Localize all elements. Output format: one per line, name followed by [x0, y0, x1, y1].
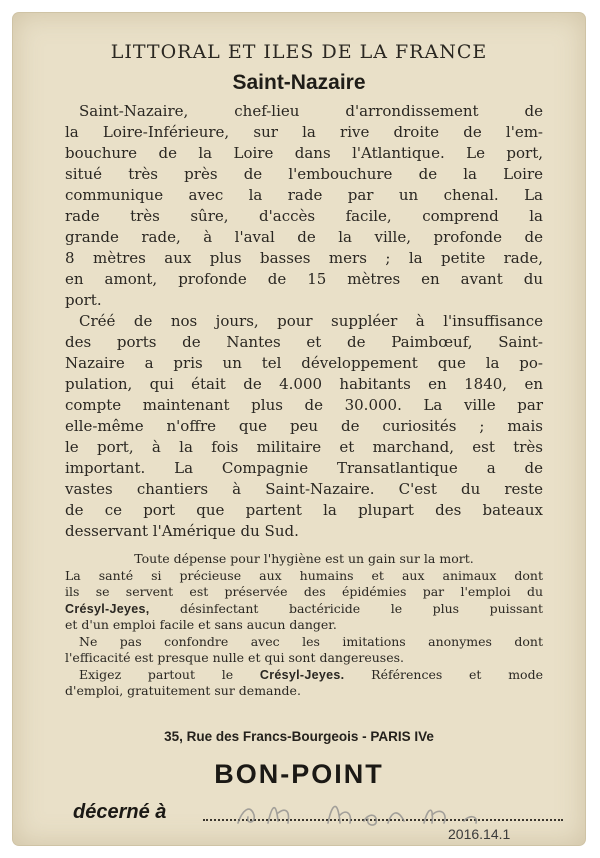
text-line: situé très près de l'embouchure de la Loire [65, 165, 543, 183]
text-line: desservant l'Amérique du Sud. [65, 522, 299, 540]
text-line: de ce port que partent la plupart des bateaux [65, 501, 543, 519]
text-line: communique avec la rade par un chenal. La [65, 186, 543, 204]
ad-line: ils se servent est préservée des épidémies par l'emploi du [65, 584, 543, 599]
text-line: rade très sûre, d'accès facile, comprend la [65, 207, 543, 225]
brand-name: Crésyl-Jeyes, [65, 601, 150, 616]
region-heading: LITTORAL ET ILES DE LA FRANCE [110, 41, 488, 63]
paragraph-port-description [65, 101, 543, 311]
advertisement-block [65, 551, 543, 700]
text-line: Créé de nos jours, pour suppléer à l'insuffisance [79, 312, 543, 330]
text-line: des ports de Nantes et de Paimbœuf, Saint- [65, 333, 543, 351]
text-line: pulation, qui était de 4.000 habitants en 1840, en [65, 375, 543, 393]
text-line: Saint-Nazaire, chef-lieu d'arrondissement de [79, 102, 543, 120]
ad-line: l'efficacité est presque nulle et qui sont dangereuses. [65, 650, 404, 665]
ad-text: Exigez partout le [79, 666, 260, 682]
ad-line: d'emploi, gratuitement sur demande. [65, 683, 301, 698]
ad-line: et d'un emploi facile et sans aucun danger. [65, 617, 337, 632]
text-line: elle-même n'offre que peu de curiosités ; mais [65, 417, 543, 435]
text-line: en amont, profonde de 15 mètres en avant du [65, 270, 543, 288]
trade-card [13, 13, 585, 845]
text-line: 8 mètres aux plus basses mers ; la petite rade, [65, 249, 543, 267]
ad-text: Références et mode [344, 666, 543, 682]
ad-line: Ne pas confondre avec les imitations anonymes dont [79, 633, 543, 649]
ad-line [65, 667, 543, 684]
ad-text: désinfectant bactéricide le plus puissant [149, 600, 543, 616]
bon-point-heading: BON-POINT [214, 759, 384, 789]
ad-line: La santé si précieuse aux humains et aux animaux dont [65, 567, 543, 583]
brand-name: Crésyl-Jeyes. [259, 667, 345, 682]
text-line: important. La Compagnie Transatlantique a de [65, 459, 543, 477]
ad-line [65, 601, 543, 618]
handwritten-signature [228, 793, 498, 829]
paragraph-history [65, 311, 543, 542]
accession-number: 2016.14.1 [448, 826, 511, 842]
text-line: grande rade, à l'aval de la ville, profonde de [65, 228, 543, 246]
company-address: 35, Rue des Francs-Bourgeois - PARIS IVe [164, 729, 434, 744]
text-line: port. [65, 291, 102, 309]
card-title: Saint-Nazaire [232, 71, 366, 94]
ad-line: Toute dépense pour l'hygiène est un gain sur la mort. [134, 551, 474, 566]
text-line: vastes chantiers à Saint-Nazaire. C'est du reste [65, 480, 543, 498]
text-line: la Loire-Inférieure, sur la rive droite de l'em- [65, 123, 543, 141]
text-line: bouchure de la Loire dans l'Atlantique. Le port, [65, 144, 543, 162]
text-line: Nazaire a pris un tel développement que la po- [65, 354, 543, 372]
awarded-to-label: décerné à [73, 801, 167, 823]
text-line: le port, à la fois militaire et marchand, est très [65, 438, 543, 456]
text-line: compte maintenant plus de 30.000. La ville par [65, 396, 543, 414]
